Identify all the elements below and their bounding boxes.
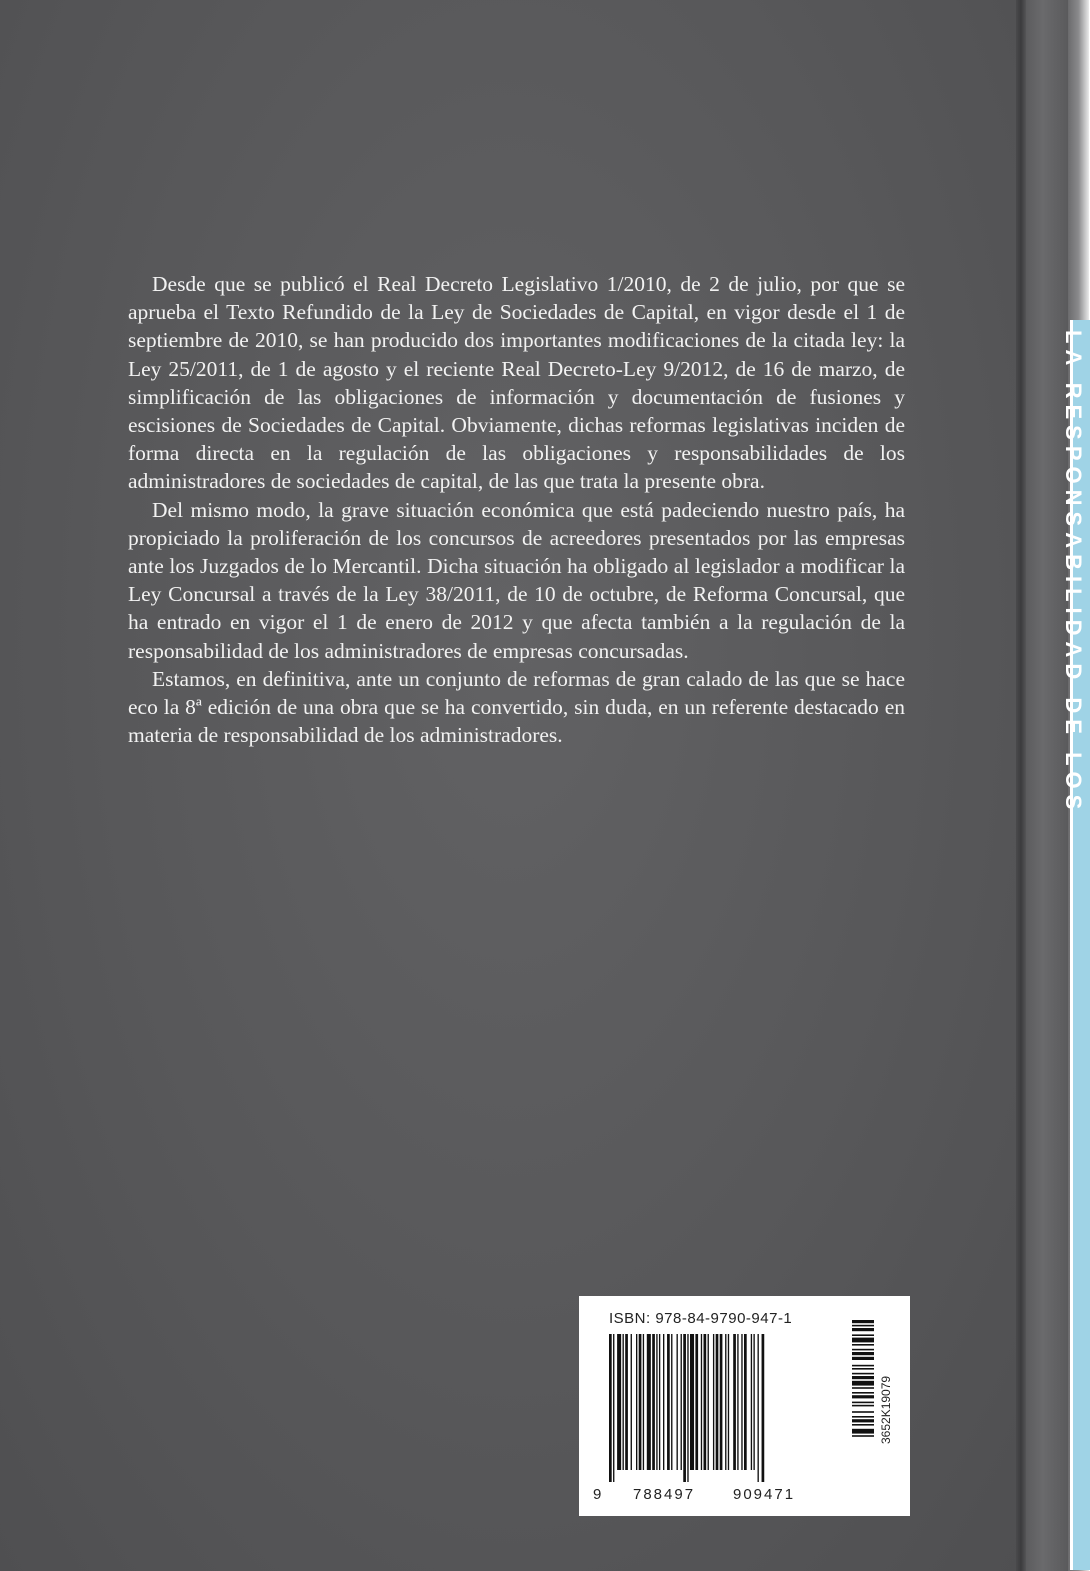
barcode-bar [695,1334,698,1470]
spine-edge [1061,0,1089,1571]
side-barcode-bar [852,1395,874,1398]
side-barcode-number: 3652K19079 [879,1375,893,1445]
barcode-bar [613,1334,614,1482]
barcode-bar [716,1334,719,1470]
barcode-bar [681,1334,682,1470]
side-barcode-bar [852,1357,874,1360]
barcode-bar [636,1334,637,1470]
barcode-bar [725,1334,726,1470]
side-barcode-bar [852,1416,874,1418]
barcode-digits-right: 909471 [733,1486,796,1503]
barcode-bar [720,1334,723,1470]
side-barcode-bar [852,1365,874,1367]
barcode-bar [753,1334,754,1470]
barcode-bar [683,1334,686,1482]
side-barcode-bar [852,1338,874,1343]
barcode-bar [677,1334,678,1470]
barcode-bar [656,1334,657,1470]
cover-hinge [1016,0,1026,1571]
cover-blurb [128,270,905,749]
barcode-bar [758,1334,759,1482]
ean-barcode [609,1334,821,1482]
blurb-paragraph-2: Del mismo modo, la grave situación económica que está padeciendo nuestro país, ha propiciado la proliferación de los concursos de acreedores presentados por las empresas ante los Juzgados de lo Mercantil. Dicha situación ha obligado al legislador a modificar la Ley Concursal a través de la Ley 38/2011, de 10 de octubre, de Reforma Concursal, que ha entrado en vigor el 1 de enero de 2012 y que afecta también a la regulación de la responsabilidad de los administradores de empresas concursadas. [128,497,905,663]
barcode-bar [623,1334,624,1470]
barcode-bar [652,1334,655,1470]
side-barcode-bar [852,1368,874,1370]
side-barcode-bar [852,1334,874,1336]
side-barcode-bar [852,1429,874,1434]
side-barcode-bar [852,1352,874,1355]
barcode-bar [667,1334,670,1470]
barcode-bar [701,1334,702,1470]
barcode-bar [713,1334,714,1470]
barcode-bar [737,1334,738,1470]
side-barcode-bar [852,1424,874,1426]
side-barcode-bar [852,1344,874,1346]
barcode-bar [617,1334,621,1470]
barcode-bar [762,1334,765,1482]
side-barcode [852,1320,882,1496]
barcode-bar [643,1334,644,1470]
side-barcode-bar [852,1411,874,1413]
side-barcode-bar [852,1402,874,1404]
barcode-bar [609,1334,612,1482]
spine-title: LA RESPONSABILIDAD DE LOS [1061,330,1086,816]
side-barcode-bar [852,1328,874,1331]
barcode-bar [751,1334,752,1470]
side-barcode-bar [852,1435,874,1437]
barcode-bar [625,1334,628,1470]
barcode-digit-first: 9 [593,1486,602,1503]
barcode-bar [631,1334,632,1470]
barcode-bar [639,1334,642,1470]
barcode-bar [741,1334,742,1470]
blurb-paragraph-3: Estamos, en definitiva, ante un conjunto de reformas de gran calado de las que se hace eco la 8ª edición de una obra que se ha convertido, sin duda, en un referente destacado en materia de responsabilidad de los administradores. [128,666,905,748]
side-barcode-bar [852,1405,874,1407]
side-barcode-bar [852,1349,874,1351]
side-barcode-bar [852,1387,874,1389]
barcode-bar [647,1334,651,1470]
barcode-bar [671,1334,672,1470]
barcode-bar [687,1334,688,1482]
barcode-bar [744,1334,747,1470]
barcode-bar [663,1334,664,1470]
barcode-bar [690,1334,694,1470]
barcode-digits-left: 788497 [633,1486,696,1503]
barcode-label [579,1296,910,1516]
barcode-bar [659,1334,660,1470]
side-barcode-bar [852,1419,874,1422]
side-barcode-bar [852,1381,874,1386]
barcode-bar [728,1334,729,1470]
side-barcode-bar [852,1325,874,1327]
side-barcode-bar [852,1320,874,1323]
barcode-bar [704,1334,707,1470]
side-barcode-bar [852,1392,874,1394]
side-barcode-bar [852,1373,874,1375]
isbn-text: ISBN: 978-84-9790-947-1 [609,1310,793,1327]
blurb-paragraph-1: Desde que se publicó el Real Decreto Legislativo 1/2010, de 2 de julio, por que se aprueba el Texto Refundido de la Ley de Sociedades de Capital, en vigor desde el 1 de septiembre de 2010, se han producido dos importantes modificaciones de la citada ley: la Ley 25/2011, de 1 de agosto y el reciente Real Decreto-Ley 9/2012, de 16 de marzo, de simplificación de las obligaciones de información y documentación de fusiones y escisiones de Sociedades de Capital. Obviamente, dichas reformas legislativas inciden de forma directa en la regulación de las obligaciones y responsabilidades de los administradores de sociedades de capital, de las que trata la presente obra. [128,272,905,494]
barcode-bar [708,1334,709,1470]
barcode-bar [733,1334,736,1470]
side-barcode-bar [852,1376,874,1379]
